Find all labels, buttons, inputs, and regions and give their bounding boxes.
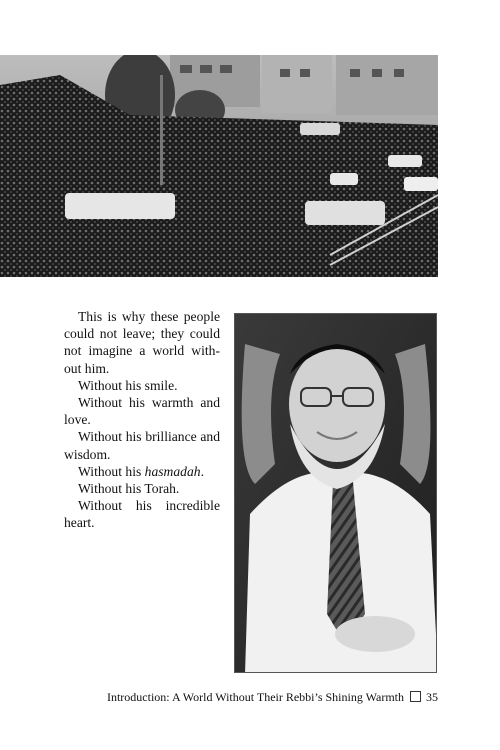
body-text [64,308,220,532]
paragraph: Without his warmth and love. [64,395,220,428]
paragraph: Without his smile. [78,377,178,393]
crowd-photo-image [0,55,438,277]
paragraph-suffix: . [200,463,204,479]
emphasis-hasmadah: hasmadah [144,463,201,479]
page-number: 35 [426,690,438,704]
page-footer [0,690,438,705]
running-title: Introduction: A World Without Their Rebbi’s Shining Warmth [106,690,404,704]
crowd-photo [0,55,438,277]
square-bullet-icon [410,691,421,702]
paragraph: This is why these people could not leave; they could not imagine a world with-out him. [64,309,220,376]
portrait-photo [234,313,437,673]
paragraph: Without his incredible heart. [64,498,220,531]
portrait-photo-image [235,314,437,673]
paragraph-prefix: Without his [78,463,145,479]
paragraph [64,463,220,480]
paragraph: Without his brilliance and wisdom. [64,429,220,462]
paragraph: Without his Torah. [78,481,180,497]
